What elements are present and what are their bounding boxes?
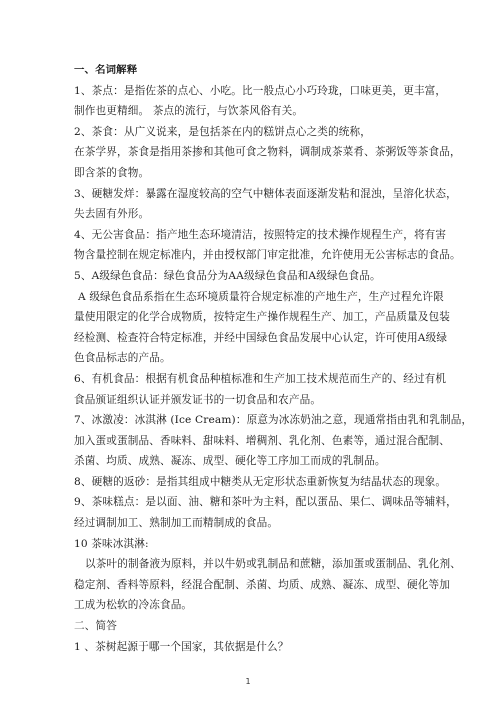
text-line: 经检测、检查符合特定标准，并经中国绿色食品发展中心认定，许可使用A级绿 [74, 331, 448, 344]
text-line: 经过调制加工、熟制加工而精制成的食品。 [74, 517, 279, 530]
question-line: 1 、茶树起源于哪一个国家，其依据是什么？ [74, 640, 289, 653]
text-line: 9、茶味糕点：是以面、油、糖和茶叶为主料，配以蛋品、果仁、调味品等辅料， [74, 496, 457, 509]
text-line: 色食品标志的产品。 [74, 352, 171, 365]
text-line: 在茶学界，茶食是指用茶掺和其他可食之物料，调制成茶菜肴、茶粥饭等茶食品， [74, 146, 461, 159]
text-line: 量使用限定的化学合成物质，按特定生产操作规程生产、加工，产品质量及包装 [74, 311, 451, 324]
text-line: 制作也更精细。 茶点的流行，与饮茶风俗有关。 [74, 105, 304, 118]
text-line: 7、冰激凌：冰淇淋 (Ice Cream)：原意为冰冻奶油之意，现通常指由乳和乳制品， [74, 414, 473, 427]
text-line: 即含茶的食物。 [74, 166, 150, 179]
page-number: 1 [245, 677, 251, 686]
text-line: 10 茶味冰淇淋: [74, 537, 149, 550]
section-heading-short-answer: 二、简答 [74, 620, 117, 633]
text-line: 6、有机食品：根据有机食品种植标准和生产加工技术规范而生产的、经过有机 [74, 372, 447, 385]
text-line: 工成为松软的冷冻食品。 [74, 599, 193, 612]
text-line: 以茶叶的制备液为原料，并以牛奶或乳制品和蔗糖，添加蛋或蛋制品、乳化剂、 [85, 558, 462, 571]
text-line: 5、A级绿色食品：绿色食品分为AA级绿色食品和A级绿色食品。 [74, 269, 381, 282]
text-line: 食品颁证组织认证并颁发证书的一切食品和农产品。 [74, 393, 322, 406]
text-line: 8、硬糖的返砂：是指其组成中糖类从无定形状态重新恢复为结晶状态的现象。 [74, 475, 447, 488]
document-body [74, 60, 473, 657]
text-line: 加入蛋或蛋制品、香味料、甜味料、增稠剂、乳化剂、色素等，通过混合配制、 [74, 434, 451, 447]
text-line: 失去固有外形。 [74, 208, 150, 221]
text-line: 1、茶点：是指佐茶的点心、小吃。比一般点心小巧玲珑，口味更美，更丰富， [74, 84, 447, 97]
text-line: 3、硬糖发烊：暴露在湿度较高的空气中糖体表面逐渐发粘和混浊，呈溶化状态， [74, 187, 457, 200]
text-line: 4、无公害食品：指产地生态环境清洁，按照特定的技术操作规程生产，将有害 [74, 228, 447, 241]
text-line: 稳定剂、香料等原料，经混合配制、杀菌、均质、成熟、凝冻、成型、硬化等加 [74, 578, 451, 591]
text-line: A 级绿色食品系指在生态环境质量符合规定标准的产地生产，生产过程允许限 [78, 290, 444, 303]
text-line: 物含量控制在规定标准内，并由授权部门审定批准，允许使用无公害标志的食品。 [74, 249, 461, 262]
text-line: 2、茶食：从广义说来，是包括茶在内的糕饼点心之类的统称， [74, 125, 371, 138]
text-line: 杀菌、均质、成熟、凝冻、成型、硬化等工序加工而成的乳制品。 [74, 455, 386, 468]
section-heading-definitions: 一、名词解释 [74, 64, 138, 76]
